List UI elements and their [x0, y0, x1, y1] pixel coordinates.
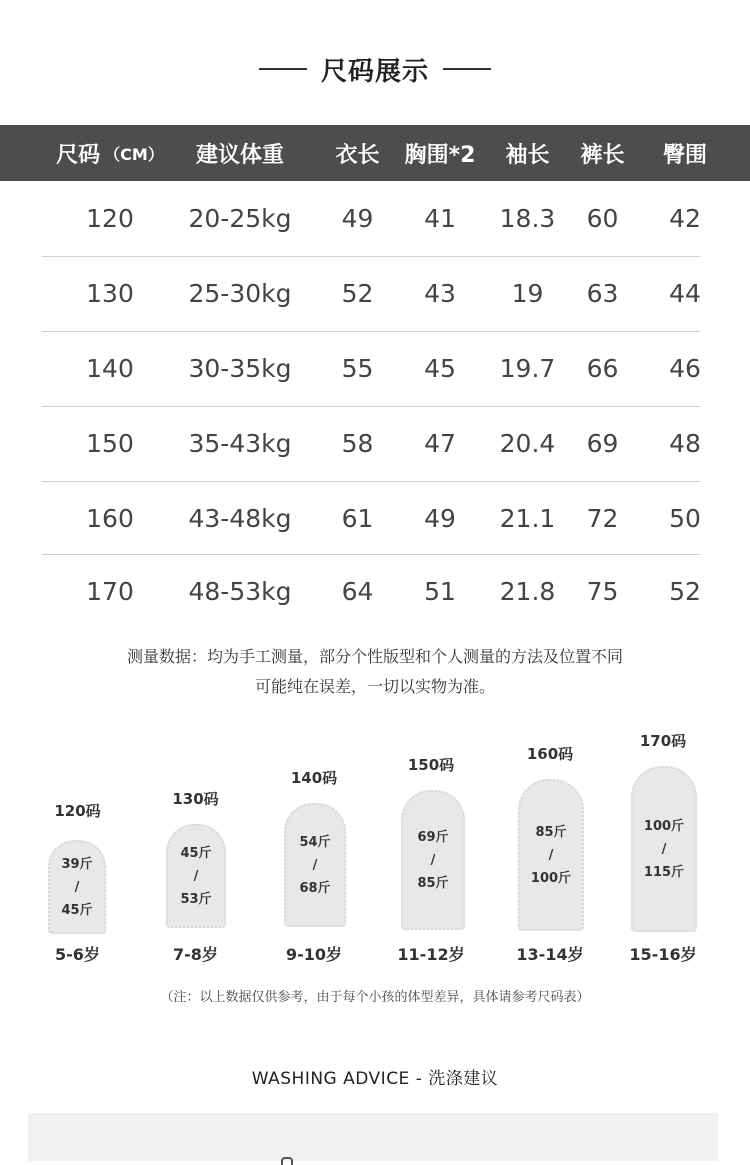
cell-length: 55: [341, 354, 374, 383]
header-length: 衣长: [335, 142, 380, 168]
table-row: [0, 256, 750, 331]
header-hip: 臀围: [662, 142, 707, 168]
cell-chest: 49: [424, 504, 456, 533]
header-sleeve: 袖长: [505, 142, 550, 168]
cell-weight: 25-30kg: [188, 279, 292, 308]
figure-silhouette: [48, 840, 106, 934]
cell-pants: 66: [586, 354, 619, 383]
table-row: [0, 181, 750, 256]
cell-chest: 51: [424, 577, 456, 606]
cell-hip: 50: [669, 504, 701, 533]
figure-size-label: 150码: [407, 756, 455, 774]
figure-weight-sep: /: [193, 868, 199, 884]
wash-icon: [281, 1157, 293, 1165]
cell-sleeve: 21.1: [499, 504, 556, 533]
header-size: [40, 125, 180, 181]
figure-weight-sep: /: [661, 841, 667, 857]
figure-silhouette: [401, 790, 465, 930]
figure-weight-max: 85斤: [417, 875, 449, 891]
figure-weight-sep: /: [430, 852, 436, 868]
figure-weight-max: 68斤: [299, 880, 331, 896]
cell-length: 61: [341, 504, 374, 533]
cell-pants: 60: [586, 204, 619, 233]
figure-age: 9-10岁: [285, 945, 343, 964]
header-pants: 裤长: [580, 142, 625, 168]
figure-age: 11-12岁: [397, 945, 465, 964]
figure-weight-sep: /: [312, 857, 318, 873]
washing-advice-heading: WASHING ADVICE - 洗涤建议: [251, 1069, 499, 1089]
figure-weight-min: 85斤: [535, 824, 567, 840]
size-table-header: [0, 125, 750, 181]
figure-weight-sep: /: [74, 879, 80, 895]
cell-weight: 48-53kg: [188, 577, 292, 606]
figure-weight-min: 39斤: [61, 856, 93, 872]
size-figure-170: [625, 730, 701, 970]
header-chest: 胸围*2: [404, 142, 476, 168]
cell-chest: 41: [424, 204, 456, 233]
figure-silhouette: [284, 803, 346, 927]
page-title: 尺码展示: [320, 56, 429, 87]
figure-size-label: 120码: [54, 802, 101, 820]
cell-weight: 20-25kg: [188, 204, 292, 233]
cell-pants: 75: [586, 577, 619, 606]
figure-weight-min: 69斤: [417, 829, 449, 845]
cell-hip: 52: [669, 577, 701, 606]
size-figure-120: [40, 800, 115, 970]
cell-chest: 47: [424, 429, 456, 458]
washing-panel: [28, 1113, 718, 1161]
figure-size-label: 160码: [526, 745, 574, 763]
cell-sleeve: 18.3: [499, 204, 556, 233]
cell-chest: 45: [424, 354, 456, 383]
header-size-label: 尺码: [56, 142, 101, 168]
cell-pants: 72: [586, 504, 619, 533]
note-line-2: 可能纯在误差，一切以实物为准。: [254, 677, 495, 696]
table-row: [0, 406, 750, 481]
measurement-note: [0, 642, 750, 702]
figure-age: 5-6岁: [55, 945, 100, 964]
cell-size: 170: [86, 577, 134, 606]
cell-length: 52: [341, 279, 374, 308]
cell-pants: 63: [586, 279, 619, 308]
cell-sleeve: 20.4: [499, 429, 556, 458]
cell-size: 120: [86, 204, 134, 233]
size-figure-130: [158, 788, 233, 970]
figure-weight-max: 45斤: [61, 902, 93, 918]
header-size-unit: （CM）: [104, 144, 164, 164]
figure-weight-min: 45斤: [180, 845, 212, 861]
cell-hip: 46: [669, 354, 701, 383]
header-weight: 建议体重: [195, 142, 284, 168]
figure-weight-max: 53斤: [180, 891, 212, 907]
figure-weight-max: 100斤: [530, 870, 572, 886]
figure-size-label: 170码: [639, 732, 687, 750]
cell-hip: 48: [669, 429, 701, 458]
cell-sleeve: 19.7: [499, 354, 556, 383]
cell-chest: 43: [424, 279, 456, 308]
table-row: [0, 554, 750, 629]
figure-silhouette: [518, 779, 584, 931]
title-right-line: [443, 68, 491, 70]
cell-sleeve: 19: [511, 279, 544, 308]
cell-weight: 43-48kg: [188, 504, 292, 533]
figure-age: 15-16岁: [629, 945, 697, 964]
section-title: [0, 44, 750, 94]
cell-size: 160: [86, 504, 134, 533]
figure-size-label: 140码: [290, 769, 338, 787]
cell-sleeve: 21.8: [499, 577, 556, 606]
size-figure-160: [512, 743, 588, 970]
figure-weight-min: 100斤: [643, 818, 685, 834]
figure-weight-min: 54斤: [299, 834, 331, 850]
figure-age: 13-14岁: [516, 945, 584, 964]
reference-footnote: （注：以上数据仅供参考，由于每个小孩的体型差异，具体请参考尺码表）: [160, 990, 590, 1005]
figure-weight-sep: /: [548, 847, 554, 863]
title-left-line: [259, 68, 307, 70]
size-figure-140: [276, 767, 352, 970]
table-row: [0, 331, 750, 406]
cell-size: 150: [86, 429, 134, 458]
figure-size-label: 130码: [172, 790, 219, 808]
cell-pants: 69: [586, 429, 619, 458]
table-row: [0, 481, 750, 556]
cell-weight: 30-35kg: [188, 354, 292, 383]
cell-length: 58: [341, 429, 374, 458]
figure-silhouette: [166, 824, 226, 928]
cell-hip: 44: [669, 279, 701, 308]
figure-silhouette: [631, 766, 697, 932]
note-line-1: 测量数据：均为手工测量，部分个性版型和个人测量的方法及位置不同: [126, 647, 623, 666]
cell-size: 140: [86, 354, 134, 383]
cell-length: 64: [341, 577, 374, 606]
cell-weight: 35-43kg: [188, 429, 292, 458]
cell-size: 130: [86, 279, 134, 308]
figure-weight-max: 115斤: [643, 864, 685, 880]
size-figure-150: [393, 754, 469, 970]
figure-age: 7-8岁: [173, 945, 218, 964]
cell-length: 49: [341, 204, 374, 233]
cell-hip: 42: [669, 204, 701, 233]
